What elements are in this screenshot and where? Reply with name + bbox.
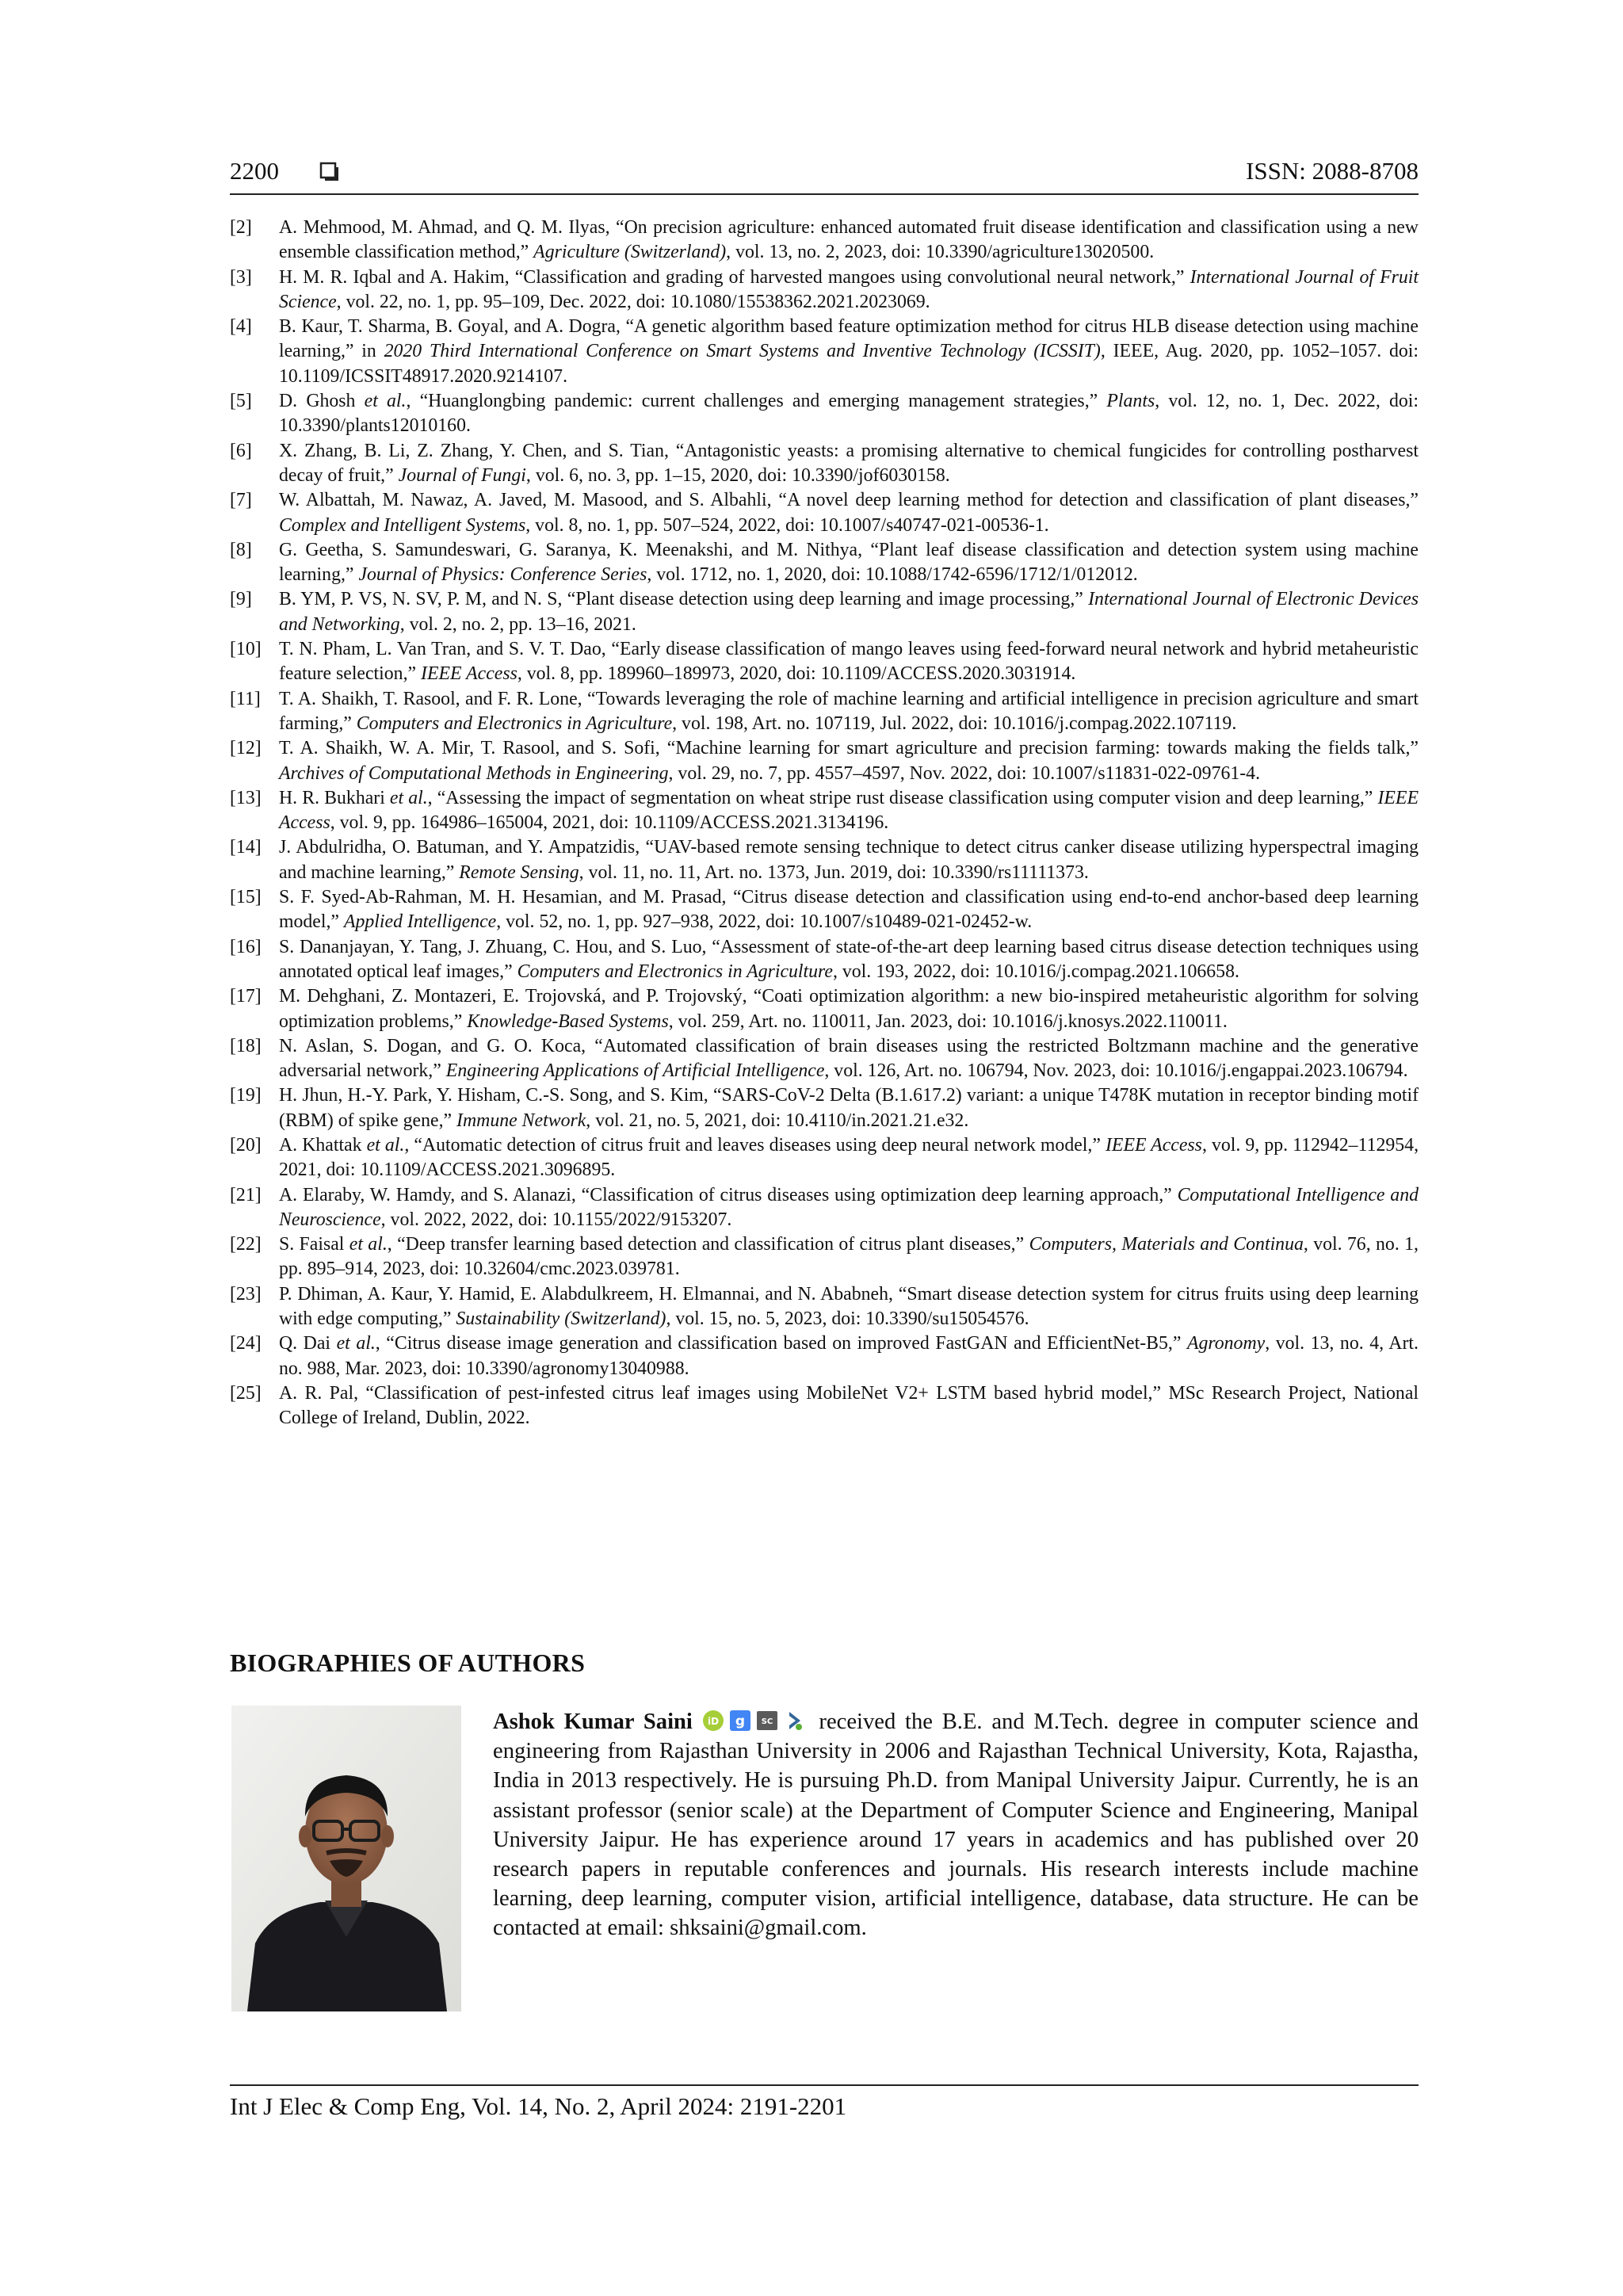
reference-item	[230, 984, 1419, 1034]
reference-text: H. Jhun, H.-Y. Park, Y. Hisham, C.-S. Song, and S. Kim, “SARS-CoV-2 Delta (B.1.617.2) variant: a unique T478K mutation in receptor binding motif (RBM) of spike gene,” Immune Network, vol. 21, no. 5, 2021, doi: 10.4110/in.2021.21.e32.	[279, 1085, 1419, 1131]
reference-item	[230, 1133, 1419, 1183]
reference-item	[230, 216, 1419, 266]
reference-text: S. Faisal et al., “Deep transfer learning based detection and classification of citrus plant diseases,” Computers, Materials and Continua, vol. 76, no. 1, pp. 895–914, 2023, doi: 10.32604/cmc.2023.039781.	[279, 1234, 1419, 1280]
author-name: Ashok Kumar Saini	[493, 1710, 693, 1734]
reference-text: T. A. Shaikh, T. Rasool, and F. R. Lone, “Towards leveraging the role of machine learning and artificial intelligence in precision agriculture and smart farming,” Computers and Electronics in Agriculture, vol. 198, Art. no. 107119, Jul. 2022, doi: 10.1016/j.compag.2022.107119.	[279, 688, 1419, 734]
reference-item	[230, 266, 1419, 315]
reference-text: S. Dananjayan, Y. Tang, J. Zhuang, C. Hou, and S. Luo, “Assessment of state-of-the-art deep learning based citrus disease detection techniques using annotated optical leaf images,” Computers and Electronics in Agriculture, vol. 193, 2022, doi: 10.1016/j.compag.2021.106658.	[279, 936, 1419, 982]
reference-number: [11]	[230, 688, 261, 709]
reference-number: [13]	[230, 787, 262, 808]
reference-text: B. YM, P. VS, N. SV, P. M, and N. S, “Plant disease detection using deep learning and image processing,” International Journal of Electronic Devices and Networking, vol. 2, no. 2, pp. 13–16, 2021.	[279, 589, 1419, 635]
reference-number: [24]	[230, 1333, 262, 1354]
reference-number: [23]	[230, 1283, 262, 1305]
reference-text: H. M. R. Iqbal and A. Hakim, “Classification and grading of harvested mangoes using convolutional neural network,” International Journal of Fruit Science, vol. 22, no. 1, pp. 95–109, Dec. 2022, doi: 10.1080/15538362.2021.2023069.	[279, 266, 1419, 312]
reference-number: [9]	[230, 589, 252, 610]
reference-number: [19]	[230, 1085, 262, 1106]
author-biography	[493, 1707, 1419, 1943]
reference-text: G. Geetha, S. Samundeswari, G. Saranya, K. Meenakshi, and M. Nithya, “Plant leaf disease classification and detection system using machine learning,” Journal of Physics: Conference Series, vol. 1712, no. 1, 2020, doi: 10.1088/1742-6596/1712/1/012012.	[279, 539, 1419, 586]
reference-item	[230, 687, 1419, 737]
reference-number: [25]	[230, 1382, 262, 1404]
svg-text:iD: iD	[707, 1716, 719, 1727]
reference-number: [16]	[230, 936, 262, 957]
reference-number: [17]	[230, 986, 262, 1007]
reference-text: A. R. Pal, “Classification of pest-infested citrus leaf images using MobileNet V2+ LSTM based hybrid model,” MSc Research Project, National College of Ireland, Dublin, 2022.	[279, 1382, 1419, 1429]
reference-text: W. Albattah, M. Nawaz, A. Javed, M. Masood, and S. Albahli, “A novel deep learning method for detection and classification of plant diseases,” Complex and Intelligent Systems, vol. 8, no. 1, pp. 507–524, 2022, doi: 10.1007/s40747-021-00536-1.	[279, 490, 1419, 536]
reference-number: [7]	[230, 490, 252, 511]
google-scholar-icon[interactable]	[729, 1710, 751, 1732]
reference-item	[230, 389, 1419, 439]
reference-item	[230, 1282, 1419, 1332]
reference-number: [6]	[230, 440, 252, 461]
scopus-icon[interactable]	[756, 1710, 778, 1732]
reference-item	[230, 1034, 1419, 1084]
reference-item	[230, 835, 1419, 885]
reference-list	[230, 216, 1419, 1431]
footer-citation: Int J Elec & Comp Eng, Vol. 14, No. 2, April 2024: 2191-2201	[230, 2092, 847, 2120]
issn: ISSN: 2088-8708	[1246, 157, 1419, 185]
reference-text: T. A. Shaikh, W. A. Mir, T. Rasool, and S. Sofi, “Machine learning for smart agriculture and precision farming: towards making the fields talk,” Archives of Computational Methods in Engineering, vol. 29, no. 7, pp. 4557–4597, Nov. 2022, doi: 10.1007/s11831-022-09761-4.	[279, 738, 1419, 784]
reference-item	[230, 1232, 1419, 1282]
reference-number: [14]	[230, 837, 262, 858]
reference-item	[230, 786, 1419, 836]
reference-number: [3]	[230, 266, 252, 288]
orcid-icon[interactable]	[702, 1710, 724, 1732]
reference-item	[230, 935, 1419, 985]
reference-text: S. F. Syed-Ab-Rahman, M. H. Hesamian, and M. Prasad, “Citrus disease detection and classification using end-to-end anchor-based deep learning model,” Applied Intelligence, vol. 52, no. 1, pp. 927–938, 2022, doi: 10.1007/s10489-021-02452-w.	[279, 887, 1419, 933]
reference-item	[230, 1381, 1419, 1431]
reference-item	[230, 885, 1419, 935]
reference-text: D. Ghosh et al., “Huanglongbing pandemic: current challenges and emerging management strategies,” Plants, vol. 12, no. 1, Dec. 2022, doi: 10.3390/plants12010160.	[279, 391, 1419, 437]
reference-text: A. Elaraby, W. Hamdy, and S. Alanazi, “Classification of citrus diseases using optimization deep learning approach,” Computational Intelligence and Neuroscience, vol. 2022, 2022, doi: 10.1155/2022/9153207.	[279, 1184, 1419, 1230]
reference-number: [5]	[230, 391, 252, 412]
reference-item	[230, 587, 1419, 637]
reference-number: [4]	[230, 316, 252, 338]
reference-text: A. Mehmood, M. Ahmad, and Q. M. Ilyas, “On precision agriculture: enhanced automated fruit disease identification and classification using a new ensemble classification method,” Agriculture (Switzerland), vol. 13, no. 2, 2023, doi: 10.3390/agriculture13020500.	[279, 217, 1419, 263]
page-header	[230, 155, 1419, 195]
reference-number: [10]	[230, 639, 262, 660]
publons-icon[interactable]	[783, 1710, 805, 1732]
reference-number: [22]	[230, 1234, 262, 1255]
reference-text: Q. Dai et al., “Citrus disease image generation and classification based on improved FastGAN and EfficientNet-B5,” Agronomy, vol. 13, no. 4, Art. no. 988, Mar. 2023, doi: 10.3390/agronomy13040988.	[279, 1333, 1419, 1379]
reference-text: A. Khattak et al., “Automatic detection of citrus fruit and leaves diseases using deep neural network model,” IEEE Access, vol. 9, pp. 112942–112954, 2021, doi: 10.1109/ACCESS.2021.3096895.	[279, 1134, 1419, 1181]
reference-text: H. R. Bukhari et al., “Assessing the impact of segmentation on wheat stripe rust disease classification using computer vision and deep learning,” IEEE Access, vol. 9, pp. 164986–165004, 2021, doi: 10.1109/ACCESS.2021.3134196.	[279, 787, 1419, 834]
reference-text: B. Kaur, T. Sharma, B. Goyal, and A. Dogra, “A genetic algorithm based feature optimization method for citrus HLB disease detection using machine learning,” in 2020 Third International Conference on Smart Systems and Inventive Technology (ICSSIT), IEEE, Aug. 2020, pp. 1052–1057. doi: 10.1109/ICSSIT48917.2020.9214107.	[279, 316, 1419, 387]
reference-item	[230, 315, 1419, 389]
reference-number: [12]	[230, 738, 262, 759]
author-photo	[231, 1706, 461, 2011]
reference-text: J. Abdulridha, O. Batuman, and Y. Ampatzidis, “UAV-based remote sensing technique to detect citrus canker disease utilizing hyperspectral imaging and machine learning,” Remote Sensing, vol. 11, no. 11, Art. no. 1373, Jun. 2019, doi: 10.3390/rs11111373.	[279, 837, 1419, 883]
reference-text: T. N. Pham, L. Van Tran, and S. V. T. Dao, “Early disease classification of mango leaves using feed-forward neural network and hybrid metaheuristic feature selection,” IEEE Access, vol. 8, pp. 189960–189973, 2020, doi: 10.1109/ACCESS.2020.3031914.	[279, 639, 1419, 685]
reference-item	[230, 637, 1419, 687]
header-divider	[230, 193, 1419, 195]
reference-text: P. Dhiman, A. Kaur, Y. Hamid, E. Alabdulkreem, H. Elmannai, and N. Ababneh, “Smart disease detection system for citrus fruits using deep learning with edge computing,” Sustainability (Switzerland), vol. 15, no. 5, 2023, doi: 10.3390/su15054576.	[279, 1283, 1419, 1330]
reference-item	[230, 1331, 1419, 1381]
svg-text:SC: SC	[761, 1717, 773, 1726]
biographies-heading: BIOGRAPHIES OF AUTHORS	[230, 1648, 586, 1677]
reference-item	[230, 488, 1419, 538]
reference-text: X. Zhang, B. Li, Z. Zhang, Y. Chen, and S. Tian, “Antagonistic yeasts: a promising alternative to chemical fungicides for controlling postharvest decay of fruit,” Journal of Fungi, vol. 6, no. 3, pp. 1–15, 2020, doi: 10.3390/jof6030158.	[279, 440, 1419, 486]
footer-divider	[230, 2084, 1419, 2086]
reference-item	[230, 538, 1419, 588]
reference-item	[230, 1183, 1419, 1233]
reference-item	[230, 736, 1419, 786]
reference-item	[230, 1083, 1419, 1133]
svg-text:g: g	[735, 1713, 745, 1729]
reference-text: N. Aslan, S. Dogan, and G. O. Koca, “Automated classification of brain diseases using the restricted Boltzmann machine and the generative adversarial network,” Engineering Applications of Artificial Intelligence, vol. 126, Art. no. 106794, Nov. 2023, doi: 10.1016/j.engappai.2023.106794.	[279, 1035, 1419, 1082]
author-profile-icons	[702, 1710, 819, 1734]
reference-number: [20]	[230, 1134, 262, 1156]
reference-number: [21]	[230, 1184, 262, 1205]
reference-number: [8]	[230, 539, 252, 560]
reference-number: [2]	[230, 217, 252, 238]
page-number: 2200	[230, 157, 279, 185]
reference-item	[230, 439, 1419, 489]
square-icon	[319, 162, 340, 182]
reference-text: M. Dehghani, Z. Montazeri, E. Trojovská, and P. Trojovský, “Coati optimization algorithm: a new bio-inspired metaheuristic algorithm for solving optimization problems,” Knowledge-Based Systems, vol. 259, Art. no. 110011, Jan. 2023, doi: 10.1016/j.knosys.2022.110011.	[279, 986, 1419, 1032]
reference-number: [15]	[230, 887, 262, 908]
author-biography-text: received the B.E. and M.Tech. degree in computer science and engineering from Rajasthan University in 2006 and Rajasthan Technical University, Kota, Rajastha, India in 2013 respectively. He is pursuing Ph.D. from Manipal University Jaipur. Currently, he is an assistant professor (senior scale) at the Department of Computer Science and Engineering, Manipal University Jaipur. He has experience around 17 years in academics and has published over 20 research papers in reputable conferences and journals. His research interests include machine learning, deep learning, computer vision, artificial intelligence, database, data structure. He can be contacted at email: shksaini@gmail.com.	[493, 1710, 1419, 1941]
reference-number: [18]	[230, 1035, 262, 1056]
